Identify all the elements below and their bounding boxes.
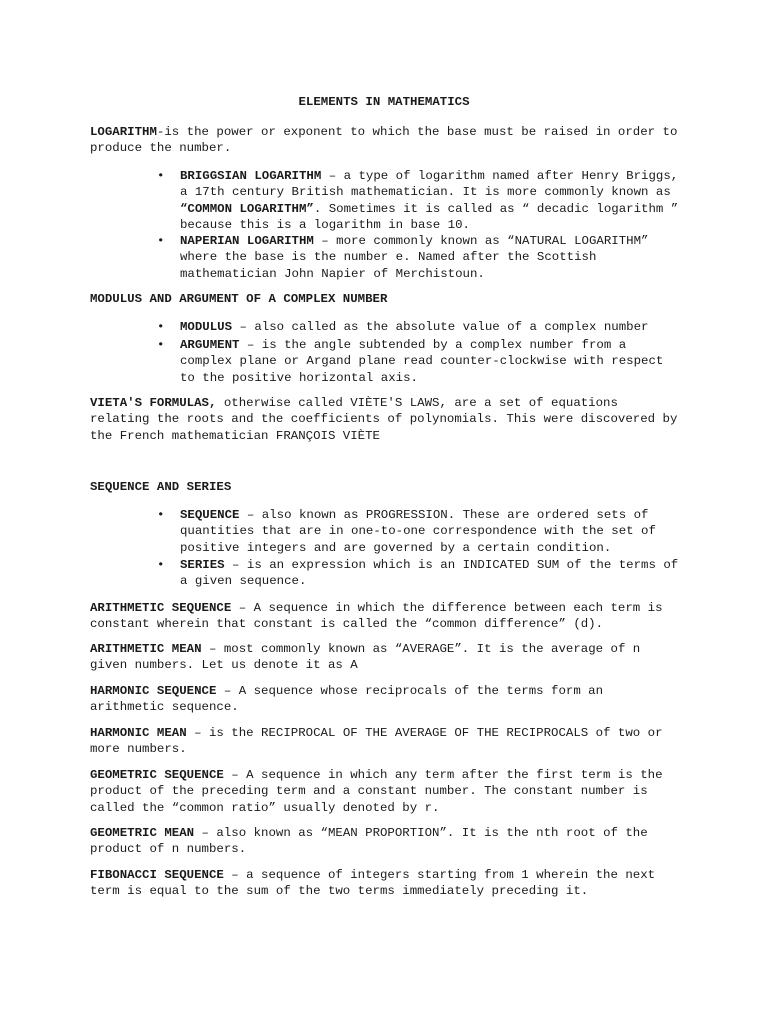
common-logarithm-emph: “COMMON LOGARITHM”	[180, 201, 314, 216]
sequence-term: SEQUENCE	[180, 508, 240, 522]
definition-arithmetic-mean	[90, 641, 680, 674]
definition-harmonic-mean	[90, 725, 680, 758]
list-item-argument	[157, 337, 680, 386]
definition-text: – is the RECIPROCAL OF THE AVERAGE OF THE RECIPROCALS of two or more numbers.	[90, 726, 663, 757]
definition-text: – A sequence in which any term after the first term is the product of the preceding term and a constant number. The constant number is called the “common ratio” usually denoted by r.	[90, 768, 663, 815]
definition-term: GEOMETRIC SEQUENCE	[90, 768, 224, 782]
vieta-text: otherwise called VIÈTE'S LAWS, are a set of equations relating the roots and the coefficients of polynomials. This were discovered by the French mathematician FRANÇOIS VIÈTE	[90, 396, 678, 443]
definition-term: FIBONACCI SEQUENCE	[90, 868, 224, 882]
definition-fibonacci-sequence	[90, 867, 680, 900]
naperian-term: NAPERIAN LOGARITHM	[180, 234, 314, 248]
briggsian-text: – a type of logarithm named after Henry Briggs, a 17th century British mathematician. It is more commonly known as	[180, 169, 679, 200]
definition-text: – A sequence whose reciprocals of the terms form an arithmetic sequence.	[90, 684, 604, 715]
complex-number-heading: MODULUS AND ARGUMENT OF A COMPLEX NUMBER	[90, 292, 388, 306]
bullet-icon: •	[157, 234, 165, 248]
list-item-series	[157, 557, 680, 590]
definition-term: GEOMETRIC MEAN	[90, 826, 195, 840]
vieta-term: VIETA'S FORMULAS,	[90, 396, 217, 410]
vieta-paragraph	[90, 395, 680, 444]
definition-term: ARITHMETIC SEQUENCE	[90, 601, 232, 615]
bullet-icon: •	[157, 320, 165, 334]
definition-harmonic-sequence	[90, 683, 680, 716]
bullet-icon: •	[157, 508, 165, 522]
modulus-term: MODULUS	[180, 320, 233, 334]
definition-geometric-sequence	[90, 767, 680, 816]
definition-term: ARITHMETIC MEAN	[90, 642, 202, 656]
argument-text: – is the angle subtended by a complex number from a complex plane or Argand plane read counter-clockwise with respect to the positive horizontal axis.	[180, 338, 664, 385]
definition-text: – a sequence of integers starting from 1 wherein the next term is equal to the sum of the two terms immediately preceding it.	[90, 868, 656, 899]
series-term: SERIES	[180, 558, 225, 572]
list-item-sequence	[157, 507, 680, 556]
briggsian-term: BRIGGSIAN LOGARITHM	[180, 169, 322, 183]
sequence-series-heading: SEQUENCE AND SERIES	[90, 480, 232, 494]
definition-term: HARMONIC MEAN	[90, 726, 187, 740]
logarithm-paragraph	[90, 124, 680, 157]
page-title: ELEMENTS IN MATHEMATICS	[298, 95, 470, 109]
argument-term: ARGUMENT	[180, 338, 240, 352]
list-item-modulus	[157, 319, 680, 335]
list-item-naperian	[157, 233, 680, 282]
bullet-icon: •	[157, 338, 165, 352]
definition-arithmetic-sequence	[90, 600, 680, 633]
sequence-text: – also known as PROGRESSION. These are ordered sets of quantities that are in one-to-one correspondence with the set of positive integers and are governed by a certain condition.	[180, 508, 656, 555]
definition-text: – also known as “MEAN PROPORTION”. It is the nth root of the product of n numbers.	[90, 826, 648, 857]
definition-text: – A sequence in which the difference between each term is constant wherein that constant is called the “common difference” (d).	[90, 601, 663, 632]
logarithm-term: LOGARITHM	[90, 125, 157, 139]
bullet-icon: •	[157, 558, 165, 572]
list-item-briggsian	[157, 168, 680, 233]
logarithm-definition: -is the power or exponent to which the base must be raised in order to produce the number.	[90, 125, 678, 156]
definition-geometric-mean	[90, 825, 680, 858]
briggsian-text-end: . Sometimes it is called as “ decadic logarithm ” because this is a logarithm in base 10.	[180, 201, 679, 232]
definition-text: – most commonly known as “AVERAGE”. It is the average of n given numbers. Let us denote it as A	[90, 642, 641, 673]
series-text: – is an expression which is an INDICATED SUM of the terms of a given sequence.	[180, 558, 679, 589]
definition-term: HARMONIC SEQUENCE	[90, 684, 217, 698]
naperian-text: – more commonly known as “NATURAL LOGARITHM” where the base is the number e. Named after the Scottish mathematician John Napier of Merchistoun.	[180, 234, 649, 281]
modulus-text: – also called as the absolute value of a complex number	[232, 320, 649, 334]
bullet-icon: •	[157, 169, 165, 183]
